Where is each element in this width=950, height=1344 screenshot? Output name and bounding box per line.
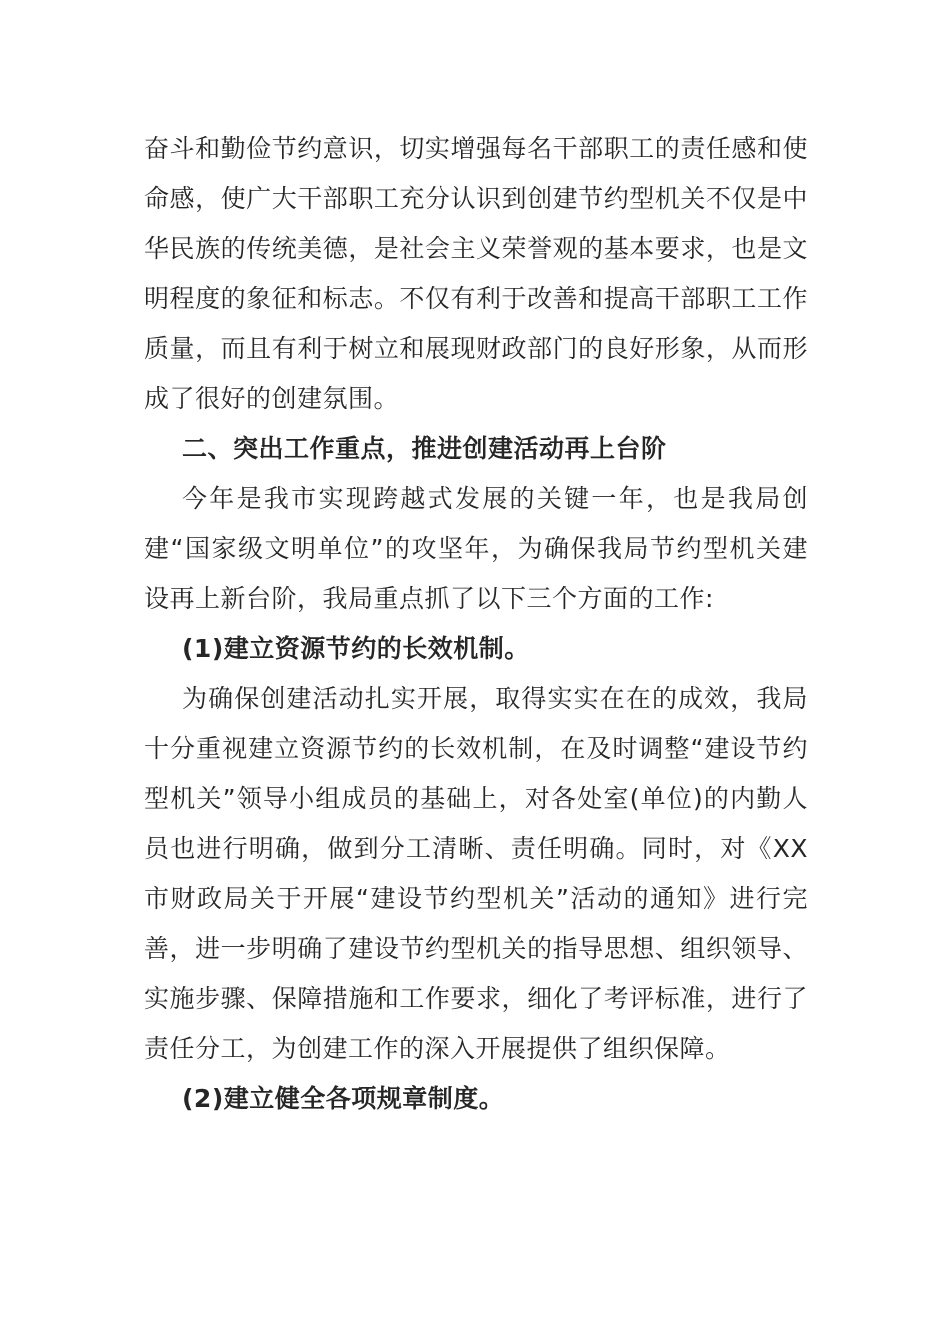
section-heading-2: 二、突出工作重点，推进创建活动再上台阶: [182, 434, 667, 463]
paragraph-continued: 奋斗和勤俭节约意识，切实增强每名干部职工的责任感和使命感，使广大干部职工充分认识到创建节约型机关不仅是中华民族的传统美德，是社会主义荣誉观的基本要求，也是文明程度的象征和标志。不仅有利于改善和提高干部职工工作质量，而且有利于树立和展现财政部门的良好形象，从而形成了很好的创建氛围。: [144, 134, 808, 413]
paragraph-mechanism: 为确保创建活动扎实开展，取得实实在在的成效，我局十分重视建立资源节约的长效机制，在及时调整“建设节约型机关”领导小组成员的基础上，对各处室(单位)的内勤人员也进行明确，做到分工清晰、责任明确。同时，对《XX市财政局关于开展“建设节约型机关”活动的通知》进行完善，进一步明确了建设节约型机关的指导思想、组织领导、实施步骤、保障措施和工作要求，细化了考评标准，进行了责任分工，为创建工作的深入开展提供了组织保障。: [144, 684, 808, 1063]
subheading-1: (1)建立资源节约的长效机制。: [182, 634, 530, 663]
paragraph-intro: 今年是我市实现跨越式发展的关键一年，也是我局创建“国家级文明单位”的攻坚年，为确保我局节约型机关建设再上新台阶，我局重点抓了以下三个方面的工作:: [144, 484, 808, 613]
document-body: [144, 124, 808, 1124]
subheading-2: (2)建立健全各项规章制度。: [182, 1084, 505, 1113]
